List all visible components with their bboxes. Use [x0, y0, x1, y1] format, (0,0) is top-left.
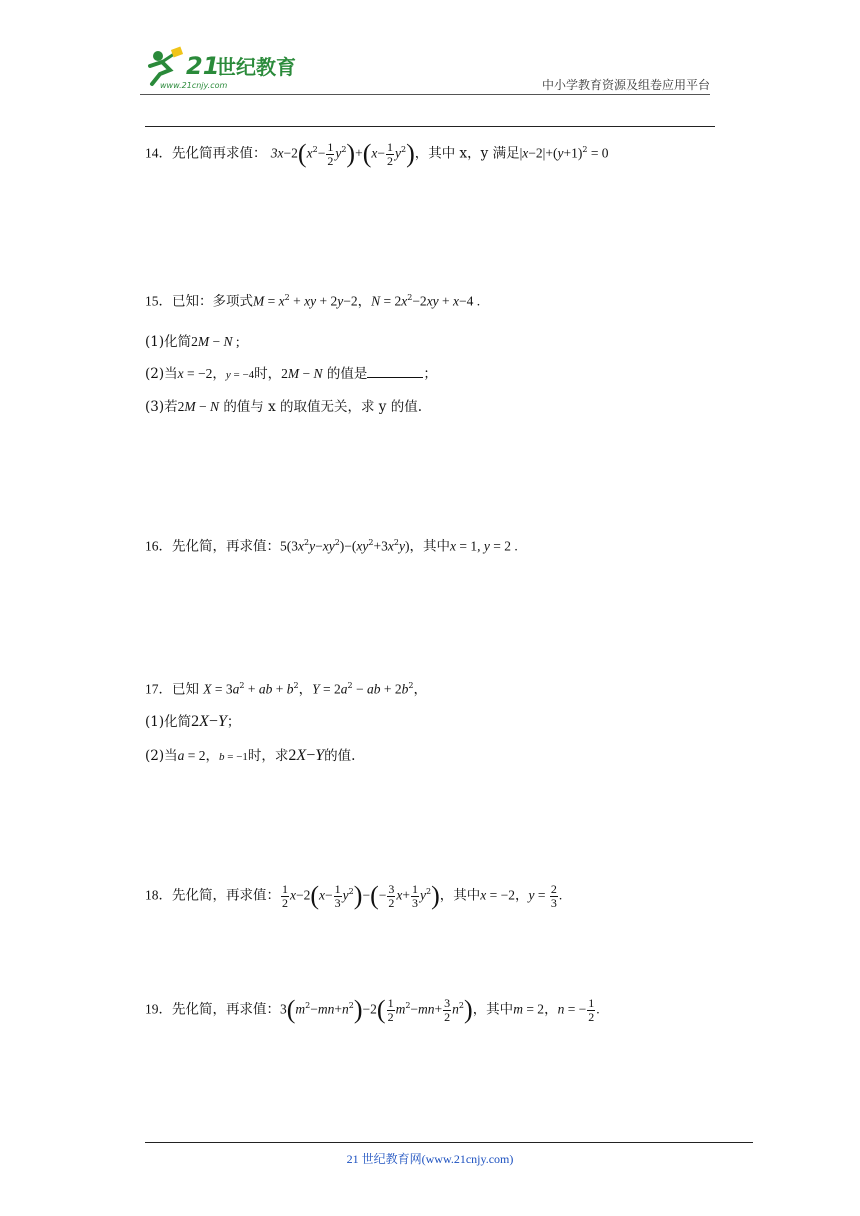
question-number: 14．	[145, 145, 172, 161]
question-lead: 先化简，再求值：	[172, 538, 280, 555]
question-16: 16．先化简，再求值：$5(3x^2y-xy^2)-(xy^2+3x^2y)$，其中x = 1, y = 2 .	[145, 538, 518, 555]
question-lead: 先化简，再求值：	[172, 887, 280, 904]
question-number: 15．	[145, 293, 172, 309]
question-number: 18．	[145, 887, 172, 903]
part-text: 的值.	[324, 748, 356, 764]
part-label: (2)当	[145, 748, 178, 764]
part-text: 的值是	[326, 366, 368, 382]
part-label: (2)当	[145, 366, 178, 382]
svg-text:世纪教育: 世纪教育	[216, 55, 296, 79]
part-label: (1)化简	[145, 714, 192, 730]
header-tagline: 中小学教育资源及组卷应用平台	[541, 78, 710, 92]
part-text: 的值与 x 的取值无关，求 y 的值.	[223, 399, 423, 415]
content-divider	[145, 126, 715, 127]
answer-blank[interactable]	[367, 365, 423, 378]
header-divider	[140, 94, 710, 95]
question-17-part-1: (1)化简2X−Y；	[145, 713, 241, 730]
question-tail: ，其中 x，y 满足	[414, 145, 520, 162]
svg-text:21: 21	[186, 52, 220, 80]
logo	[140, 44, 310, 92]
question-15-part-2: (2)当x = −2，y = −4时，2M − N 的值是 ；	[145, 366, 437, 382]
question-tail: ，其中	[472, 1001, 514, 1018]
svg-text:www.21cnjy.com: www.21cnjy.com	[160, 81, 228, 90]
question-14: 14．先化简再求值： $3x-2(x^2-$ $\frac{1}{2}$ $y^2)+(x-$ $\frac{1}{2}$ $y^2$)，其中 x，y 满足$|x-2|+(y+1)^2 = 0$	[145, 139, 609, 168]
question-number: 16．	[145, 538, 172, 554]
part-label: (1)化简	[145, 334, 192, 350]
question-15-part-1: (1)化简2M − N ;	[145, 334, 240, 350]
question-number: 19．	[145, 1001, 172, 1017]
question-19: 19．先化简，再求值：$3(m^2-mn+n^2)-2$( $\frac{1}{2}$ $m^2-mn+$ $\frac{3}{2}$ $n^2$)，其中m = 2，n = − $\frac{1}{2}$ .	[145, 995, 600, 1024]
question-tail: ，其中	[409, 538, 450, 555]
question-lead: 先化简再求值：	[172, 145, 267, 162]
question-17-part-2: (2)当a = 2，b = −1时，求2X−Y的值.	[145, 747, 356, 764]
question-lead: 已知	[172, 681, 199, 698]
question-lead: 先化简，再求值：	[172, 1001, 280, 1018]
question-17: 17．已知 $X = 3a^2$ + ab + $b^2$，$Y = 2a^2$ − ab + $2b^2$，	[145, 681, 427, 698]
question-tail: ，其中	[439, 887, 481, 904]
question-15-part-3: (3)若2M − N 的值与 x 的取值无关，求 y 的值.	[145, 399, 423, 415]
question-separator: ，	[357, 293, 372, 310]
footer-divider	[145, 1142, 753, 1143]
question-18: 18．先化简，再求值： $\frac{1}{2}$ x−2(x− $\frac{1}{3}$ $y^2)-(-$ $\frac{3}{2}$ x+ $\frac{1}{3}$ $y^2$)，其中x = −2，y = $\frac{2}{3}$ .	[145, 881, 563, 910]
part-label: (3)若	[145, 399, 178, 415]
question-15: 15．已知：多项式$M = x^2$ + xy + 2y−2，$N = 2x^2-2xy + x-4$ .	[145, 293, 481, 310]
question-lead: 已知：多项式	[172, 293, 253, 310]
runner-logo-icon	[140, 44, 310, 92]
question-number: 17．	[145, 681, 172, 697]
footer-text[interactable]: 21 世纪教育网(www.21cnjy.com)	[346, 1152, 514, 1166]
